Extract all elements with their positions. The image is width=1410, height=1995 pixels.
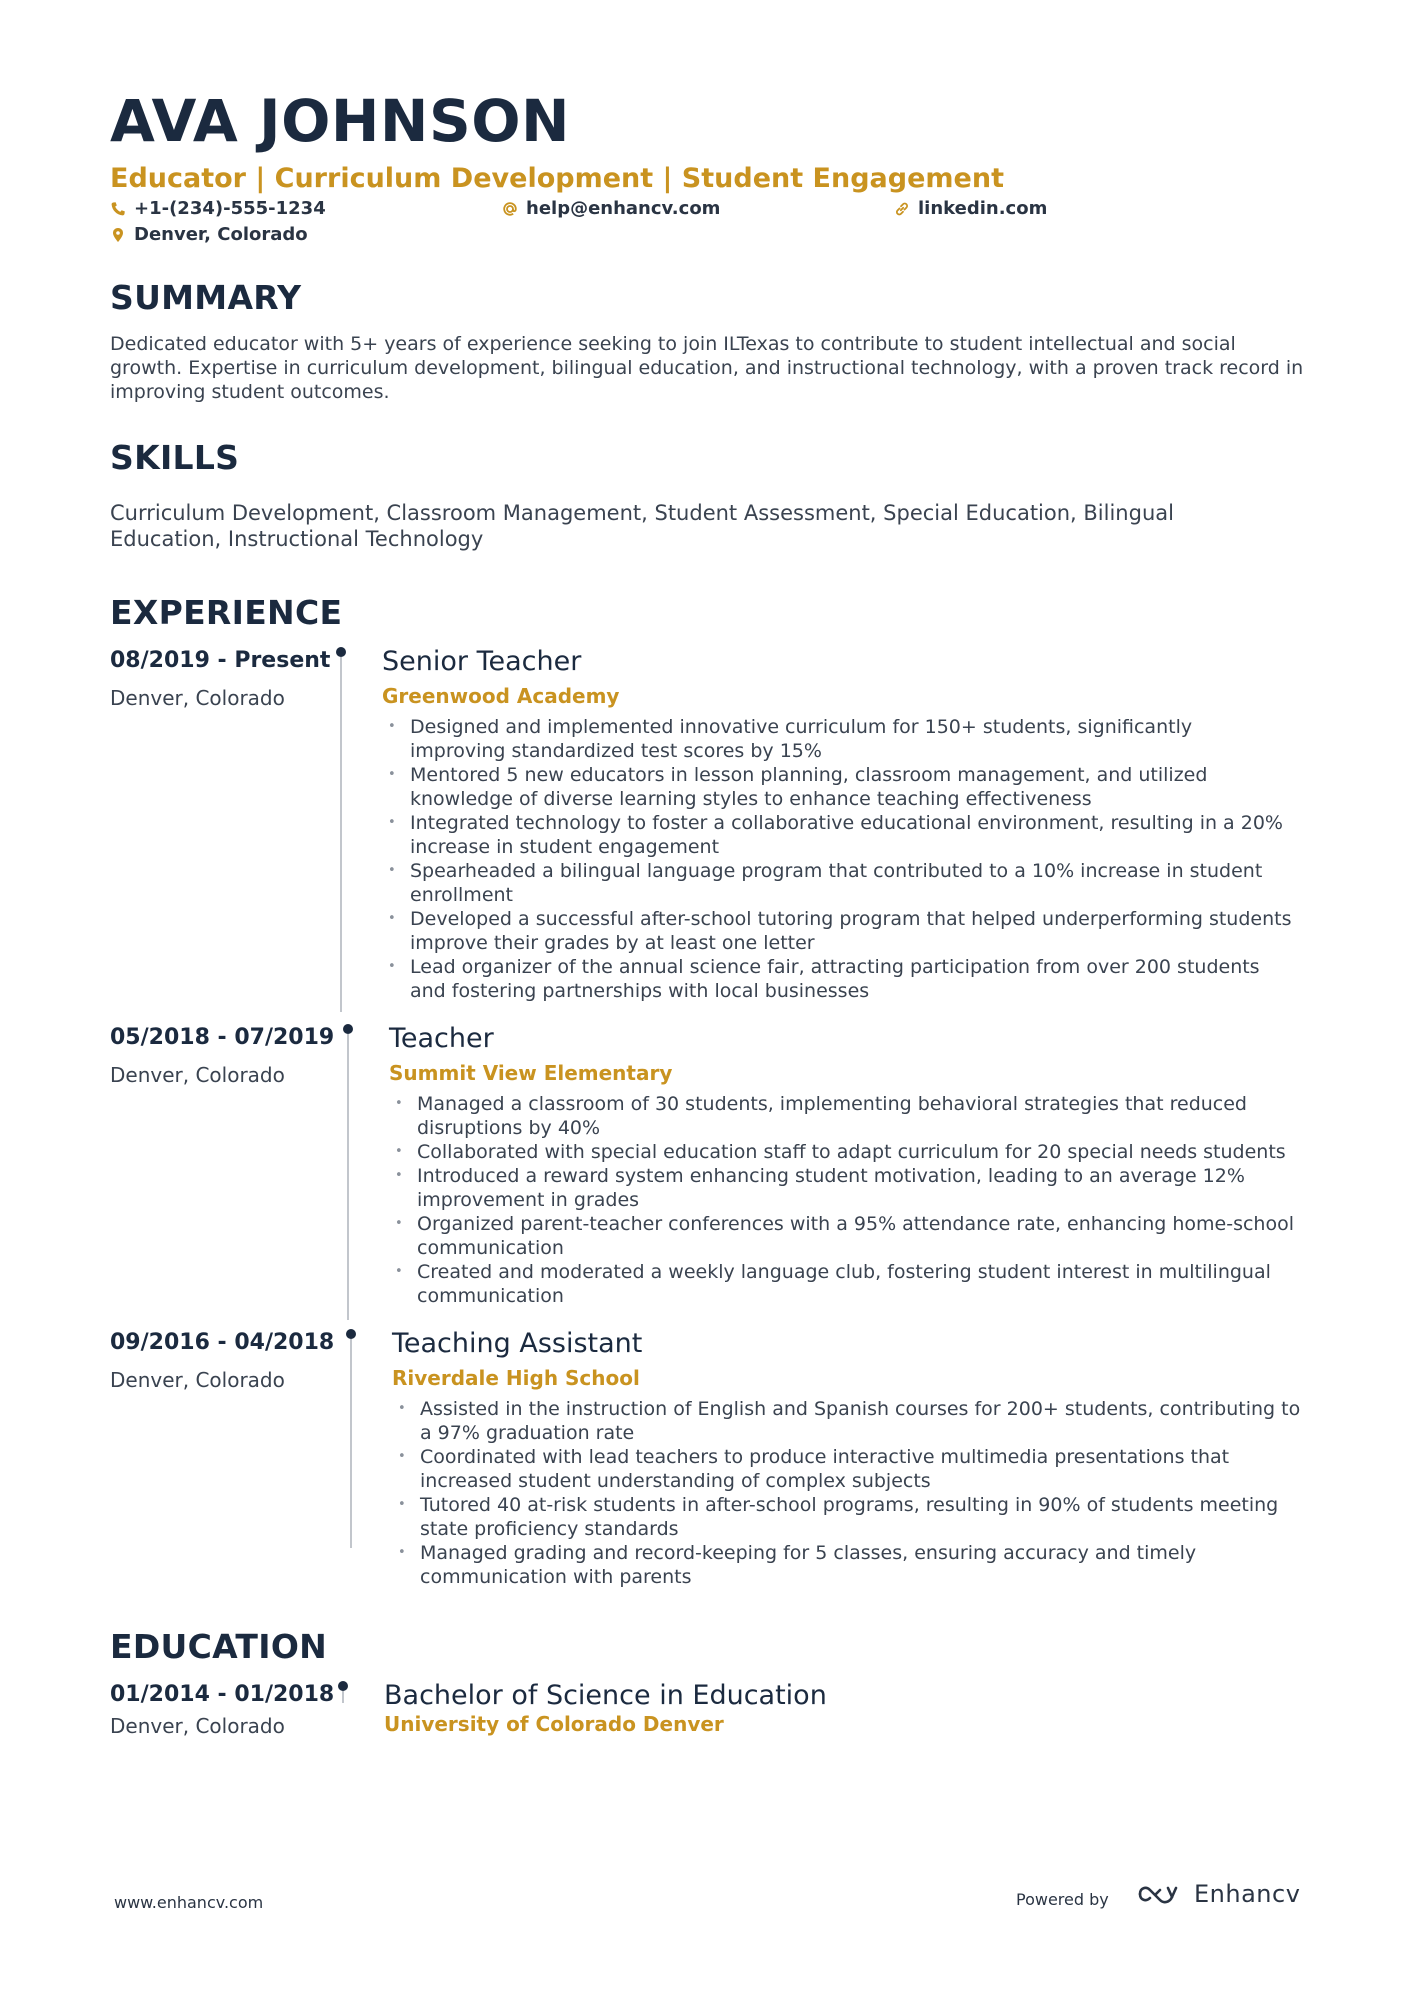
achievement-item: • Collaborated with special education staff to adapt curriculum for 20 special needs students — [389, 1140, 1299, 1164]
achievement-item: • Managed a classroom of 30 students, implementing behavioral strategies that reduced disruptions by 40% — [389, 1092, 1299, 1140]
timeline-dot — [346, 1329, 356, 1339]
achievement-item: • Organized parent-teacher conferences with a 95% attendance rate, enhancing home-school communication — [389, 1212, 1299, 1260]
contact-location — [110, 224, 308, 245]
skills-heading: SKILLS — [110, 438, 240, 477]
achievement-item: • Introduced a reward system enhancing student motivation, leading to an average 12% improvement in grades — [389, 1164, 1299, 1212]
contact-phone — [110, 198, 326, 219]
phone-icon — [110, 201, 126, 217]
link-icon — [894, 201, 910, 217]
contact-email — [502, 198, 720, 219]
job-dates: 05/2018 - 07/2019 — [110, 1025, 335, 1050]
powered-by-label: Powered by — [1016, 1890, 1109, 1909]
skills-text: Curriculum Development, Classroom Management, Student Assessment, Special Education, Bilingual Education, Instructional Technology — [110, 501, 1174, 551]
enhancv-brand[interactable] — [1136, 1880, 1300, 1908]
job-location: Denver, Colorado — [110, 1368, 285, 1392]
achievement-item: • Designed and implemented innovative curriculum for 150+ students, significantly improving standardized test scores by 15% — [382, 715, 1292, 763]
experience-heading: EXPERIENCE — [110, 593, 343, 632]
timeline-line — [342, 1691, 344, 1703]
location-text: Denver, Colorado — [134, 224, 308, 245]
education-location: Denver, Colorado — [110, 1714, 285, 1738]
achievement-item: • Assisted in the instruction of English and Spanish courses for 200+ students, contributing to a 97% graduation rate — [392, 1397, 1302, 1445]
candidate-headline: Educator | Curriculum Development | Student Engagement — [110, 163, 1004, 194]
job-title: Teaching Assistant — [392, 1328, 643, 1359]
timeline-line — [340, 657, 342, 1012]
at-icon — [502, 201, 518, 217]
job-achievements — [389, 1092, 1299, 1308]
education-dates: 01/2014 - 01/2018 — [110, 1682, 335, 1707]
contact-linkedin — [894, 198, 1047, 219]
achievement-item: • Created and moderated a weekly language club, fostering student interest in multilingual communication — [389, 1260, 1299, 1308]
achievement-item: • Mentored 5 new educators in lesson planning, classroom management, and utilized knowledge of diverse learning styles to enhance teaching effectiveness — [382, 763, 1292, 811]
job-dates: 08/2019 - Present — [110, 648, 331, 673]
email-link[interactable]: help@enhancv.com — [526, 198, 721, 219]
job-achievements — [382, 715, 1292, 1003]
employer-name: Riverdale High School — [392, 1366, 640, 1390]
brand-name: Enhancv — [1194, 1880, 1301, 1908]
achievement-item: • Managed grading and record-keeping for 5 classes, ensuring accuracy and timely communication with parents — [392, 1541, 1302, 1589]
job-title: Senior Teacher — [382, 646, 582, 677]
achievement-item: • Lead organizer of the annual science fair, attracting participation from over 200 students and fostering partnerships with local businesses — [382, 955, 1292, 1003]
timeline-dot — [343, 1024, 353, 1034]
timeline-dot — [336, 647, 346, 657]
achievement-item: • Integrated technology to foster a collaborative educational environment, resulting in a 20% increase in student engagement — [382, 811, 1292, 859]
achievement-item: • Spearheaded a bilingual language program that contributed to a 10% increase in student enrollment — [382, 859, 1292, 907]
job-dates: 09/2016 - 04/2018 — [110, 1330, 335, 1355]
job-location: Denver, Colorado — [110, 686, 285, 710]
employer-name: Summit View Elementary — [389, 1061, 673, 1085]
footer-url[interactable]: www.enhancv.com — [114, 1893, 264, 1912]
timeline-dot — [338, 1681, 348, 1691]
summary-heading: SUMMARY — [110, 278, 302, 317]
job-achievements — [392, 1397, 1302, 1589]
timeline-line — [350, 1339, 352, 1548]
education-heading: EDUCATION — [110, 1627, 328, 1666]
enhancv-logo-icon — [1136, 1880, 1184, 1908]
summary-text: Dedicated educator with 5+ years of experience seeking to join ILTexas to contribute to student intellectual and social growth. Expertise in curriculum development, bilingual education, and instructional technology, with a proven track record in improving student outcomes. — [110, 333, 1304, 403]
job-title: Teacher — [389, 1023, 494, 1054]
achievement-item: • Tutored 40 at-risk students in after-school programs, resulting in 90% of students meeting state proficiency standards — [392, 1493, 1302, 1541]
school-name: University of Colorado Denver — [384, 1712, 724, 1736]
phone-text: +1-(234)-555-1234 — [134, 198, 326, 219]
achievement-item: • Coordinated with lead teachers to produce interactive multimedia presentations that increased student understanding of complex subjects — [392, 1445, 1302, 1493]
location-pin-icon — [110, 227, 126, 243]
degree-title: Bachelor of Science in Education — [384, 1680, 827, 1711]
timeline-line — [347, 1034, 349, 1320]
employer-name: Greenwood Academy — [382, 684, 620, 708]
achievement-item: • Developed a successful after-school tutoring program that helped underperforming students improve their grades by at least one letter — [382, 907, 1292, 955]
linkedin-link[interactable]: linkedin.com — [918, 198, 1048, 219]
job-location: Denver, Colorado — [110, 1063, 285, 1087]
candidate-name: AVA JOHNSON — [110, 87, 571, 155]
